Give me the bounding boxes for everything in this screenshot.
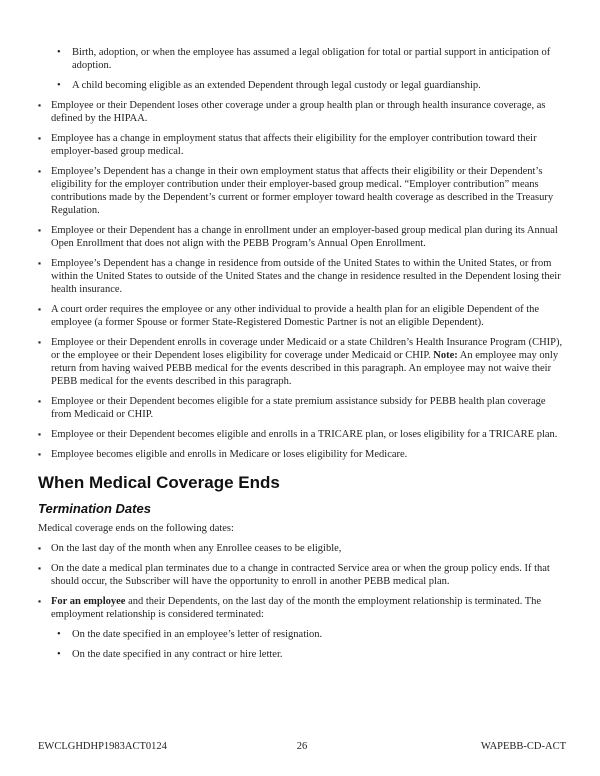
bullet-text: Employee or their Dependent loses other coverage under a group health plan or through health insurance coverage, as defined by the HIPAA.	[51, 100, 546, 124]
section-heading: When Medical Coverage Ends	[38, 473, 280, 492]
square-bullet-icon: ▪	[38, 396, 42, 406]
list-item	[38, 99, 566, 125]
bullet-text: On the last day of the month when any Enrollee ceases to be eligible,	[51, 543, 342, 554]
list-item	[38, 46, 566, 72]
square-bullet-icon: ▪	[38, 543, 42, 553]
bullet-text-segment: Employee or their Dependent enrolls in coverage under Medicaid or a state Children’s Health Insurance Program (CHIP), or the employee or their Dependent loses eligibility for coverage under Medicaid or CHIP.	[51, 337, 563, 361]
bullet-text: Employee becomes eligible and enrolls in Medicare or loses eligibility for Medicare.	[51, 449, 408, 460]
bullet-text: A court order requires the employee or any other individual to provide a health plan for an eligible Dependent of the employee (a former Spouse or former State-Registered Domestic Partner is not an eligible Dependent).	[51, 304, 540, 328]
note-label: Note:	[433, 350, 458, 361]
list-item	[38, 448, 566, 461]
section-intro-text: Medical coverage ends on the following dates:	[38, 523, 234, 534]
list-item	[38, 542, 566, 555]
round-bullet-icon: •	[57, 80, 61, 91]
page-footer	[38, 740, 566, 753]
list-item	[38, 562, 566, 588]
square-bullet-icon: ▪	[38, 563, 42, 573]
list-item	[38, 595, 566, 621]
bullet-text: Employee has a change in employment status that affects their eligibility for the employer contribution toward their employer-based group medical.	[51, 133, 537, 157]
bullet-text-segment: An employee may only return from having waived PEBB medical for the events described in this paragraph. An employee may not waive their PEBB medical for the events described in this paragraph.	[51, 350, 559, 387]
list-item	[38, 224, 566, 250]
bullet-text: On the date specified in any contract or hire letter.	[72, 649, 283, 660]
list-item	[38, 79, 566, 92]
bullet-text: Employee’s Dependent has a change in residence from outside of the United States to within the United States, or from within the United States to outside of the United States and the change in residence resulted in the Dependent losing their health insurance.	[51, 258, 561, 295]
bullet-text-segment: and their Dependents, on the last day of the month the employment relationship is terminated. The employment relationship is considered terminated:	[51, 596, 542, 620]
square-bullet-icon: ▪	[38, 100, 42, 110]
round-bullet-icon: •	[57, 629, 61, 640]
square-bullet-icon: ▪	[38, 337, 42, 347]
bullet-text: Employee’s Dependent has a change in their own employment status that affects their eligibility or their Dependent’s eligibility for the employer contribution under their employer-based group medical. “Employer contribution” means contributions made by the Dependent’s current or former employer toward health coverage as described in the Treasury Regulation.	[51, 166, 554, 216]
bullet-text: Birth, adoption, or when the employee has assumed a legal obligation for total or partial support in anticipation of adoption.	[72, 47, 551, 71]
list-item	[38, 303, 566, 329]
bullet-text	[51, 595, 566, 621]
bullet-text: Employee or their Dependent becomes eligible for a state premium assistance subsidy for PEBB health plan coverage from Medicaid or CHIP.	[51, 396, 546, 420]
bullet-text: Employee or their Dependent becomes eligible and enrolls in a TRICARE plan, or loses eligibility for a TRICARE plan.	[51, 429, 558, 440]
bullet-text: On the date a medical plan terminates due to a change in contracted Service area or when the group policy ends. If that should occur, the Subscriber will have the opportunity to enroll in another PEBB medical plan.	[51, 563, 550, 587]
square-bullet-icon: ▪	[38, 449, 42, 459]
footer-page-number: 26	[296, 741, 308, 752]
list-item	[38, 428, 566, 441]
bullet-text: On the date specified in an employee’s letter of resignation.	[72, 629, 323, 640]
square-bullet-icon: ▪	[38, 225, 42, 235]
list-item	[38, 165, 566, 217]
list-item	[38, 132, 566, 158]
bullet-text	[51, 336, 566, 388]
bullet-text: Employee or their Dependent has a change in enrollment under an employer-based group medical plan during its Annual Open Enrollment that does not align with the PEBB Program’s Annual Open Enrollment.	[51, 225, 558, 249]
bullet-text: A child becoming eligible as an extended Dependent through legal custody or legal guardianship.	[72, 80, 481, 91]
emphasis-label: For an employee	[51, 596, 126, 607]
square-bullet-icon: ▪	[38, 429, 42, 439]
list-item	[38, 628, 566, 641]
footer-document-code: EWCLGHDHP1983ACT0124	[38, 741, 167, 752]
square-bullet-icon: ▪	[38, 596, 42, 606]
list-item	[38, 395, 566, 421]
round-bullet-icon: •	[57, 47, 61, 58]
list-item	[38, 257, 566, 296]
subsection-heading: Termination Dates	[38, 501, 151, 516]
square-bullet-icon: ▪	[38, 133, 42, 143]
round-bullet-icon: •	[57, 649, 61, 660]
square-bullet-icon: ▪	[38, 304, 42, 314]
square-bullet-icon: ▪	[38, 166, 42, 176]
footer-document-id: WAPEBB-CD-ACT	[480, 741, 566, 752]
list-item	[38, 648, 566, 661]
list-item	[38, 336, 566, 388]
square-bullet-icon: ▪	[38, 258, 42, 268]
